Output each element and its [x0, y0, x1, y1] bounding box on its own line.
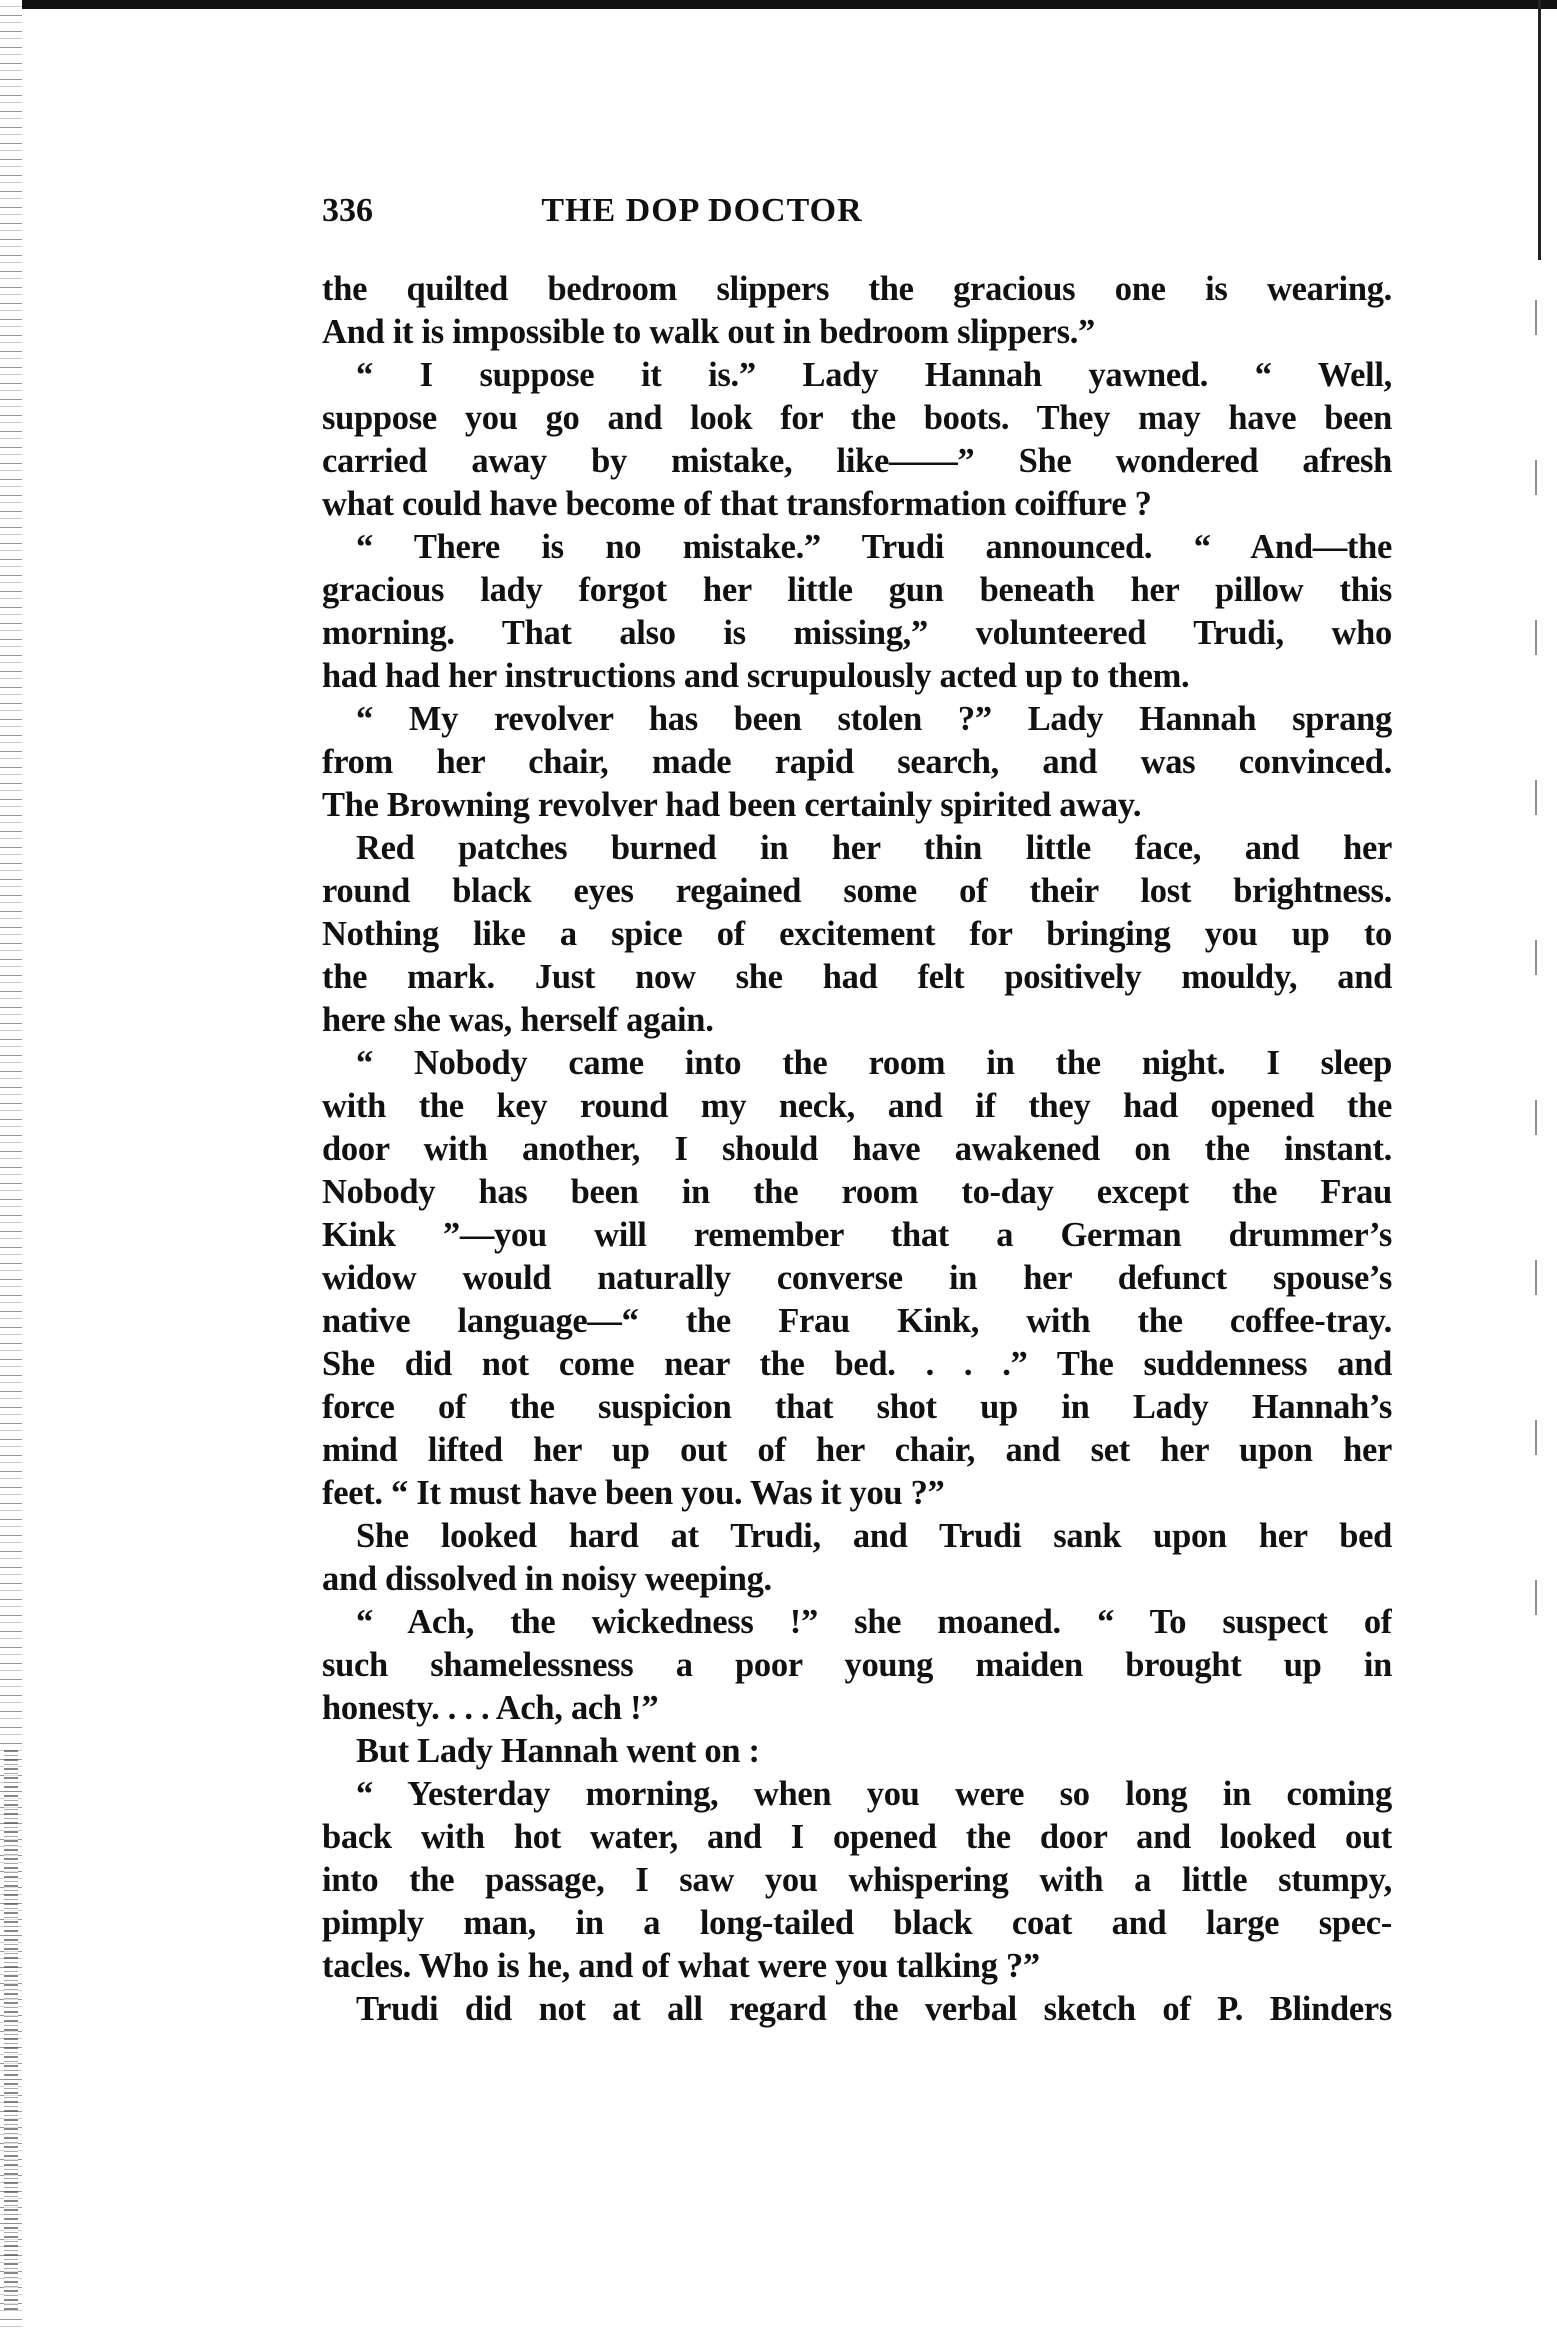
text-line: feet. “ It must have been you. Was it you ?”: [322, 1474, 945, 1512]
text-line: from her chair, made rapid search, and was convinced.: [322, 743, 1392, 781]
text-line: honesty. . . . Ach, ach !”: [322, 1689, 659, 1727]
text-line: widow would naturally converse in her defunct spouse’s: [322, 1259, 1392, 1297]
text-line: door with another, I should have awakened on the instant.: [322, 1130, 1392, 1168]
text-line: tacles. Who is he, and of what were you talking ?”: [322, 1947, 1040, 1985]
text-line: with the key round my neck, and if they had opened the: [322, 1087, 1392, 1125]
text-line: Red patches burned in her thin little face, and her: [356, 829, 1392, 867]
text-line: mind lifted her up out of her chair, and set her upon her: [322, 1431, 1392, 1469]
text-line: carried away by mistake, like——” She wondered afresh: [322, 442, 1392, 480]
text-line: gracious lady forgot her little gun beneath her pillow this: [322, 571, 1392, 609]
text-line: “ Yesterday morning, when you were so long in coming: [356, 1775, 1392, 1813]
running-title: THE DOP DOCTOR: [541, 192, 863, 229]
text-line: what could have become of that transformation coiffure ?: [322, 485, 1152, 523]
scan-right-edge: [1538, 0, 1541, 260]
text-line: the mark. Just now she had felt positively mouldy, and: [322, 958, 1392, 996]
text-line: here she was, herself again.: [322, 1001, 714, 1039]
text-line: “ Nobody came into the room in the night. I sleep: [356, 1044, 1392, 1082]
text-line: force of the suspicion that shot up in Lady Hannah’s: [322, 1388, 1392, 1426]
text-line: back with hot water, and I opened the door and looked out: [322, 1818, 1392, 1856]
text-line: “ Ach, the wickedness !” she moaned. “ To suspect of: [356, 1603, 1392, 1641]
text-line: native language—“ the Frau Kink, with the coffee-tray.: [322, 1302, 1392, 1340]
text-line: The Browning revolver had been certainly spirited away.: [322, 786, 1142, 824]
text-line: pimply man, in a long-tailed black coat and large spec-: [322, 1904, 1392, 1942]
text-line: “ There is no mistake.” Trudi announced. “ And—the: [356, 528, 1392, 566]
text-line: She did not come near the bed. . . .” The suddenness and: [322, 1345, 1392, 1383]
text-line: round black eyes regained some of their lost brightness.: [322, 872, 1392, 910]
text-line: the quilted bedroom slippers the gracious one is wearing.: [322, 270, 1392, 308]
text-line: Nothing like a spice of excitement for bringing you up to: [322, 915, 1392, 953]
text-line: had had her instructions and scrupulously acted up to them.: [322, 657, 1190, 695]
text-line: Kink ”—you will remember that a German drummer’s: [322, 1216, 1392, 1254]
text-line: She looked hard at Trudi, and Trudi sank upon her bed: [356, 1517, 1392, 1555]
page-number: 336: [322, 192, 373, 229]
text-line: Nobody has been in the room to-day except the Frau: [322, 1173, 1392, 1211]
text-line: But Lady Hannah went on :: [356, 1732, 760, 1770]
text-line: and dissolved in noisy weeping.: [322, 1560, 772, 1598]
scan-right-marks: [1535, 260, 1537, 1660]
text-line: Trudi did not at all regard the verbal sketch of P. Blinders: [356, 1990, 1392, 2028]
page-header: [322, 192, 1392, 238]
text-line: “ I suppose it is.” Lady Hannah yawned. “ Well,: [356, 356, 1392, 394]
text-line: And it is impossible to walk out in bedroom slippers.”: [322, 313, 1095, 351]
text-line: morning. That also is missing,” volunteered Trudi, who: [322, 614, 1392, 652]
page-body-text: [322, 268, 1392, 2031]
text-line: suppose you go and look for the boots. They may have been: [322, 399, 1392, 437]
text-line: into the passage, I saw you whispering with a little stumpy,: [322, 1861, 1392, 1899]
text-line: such shamelessness a poor young maiden brought up in: [322, 1646, 1392, 1684]
text-line: “ My revolver has been stolen ?” Lady Hannah sprang: [356, 700, 1392, 738]
scan-top-border: [0, 0, 1557, 9]
scan-left-noise: [4, 1750, 18, 2310]
